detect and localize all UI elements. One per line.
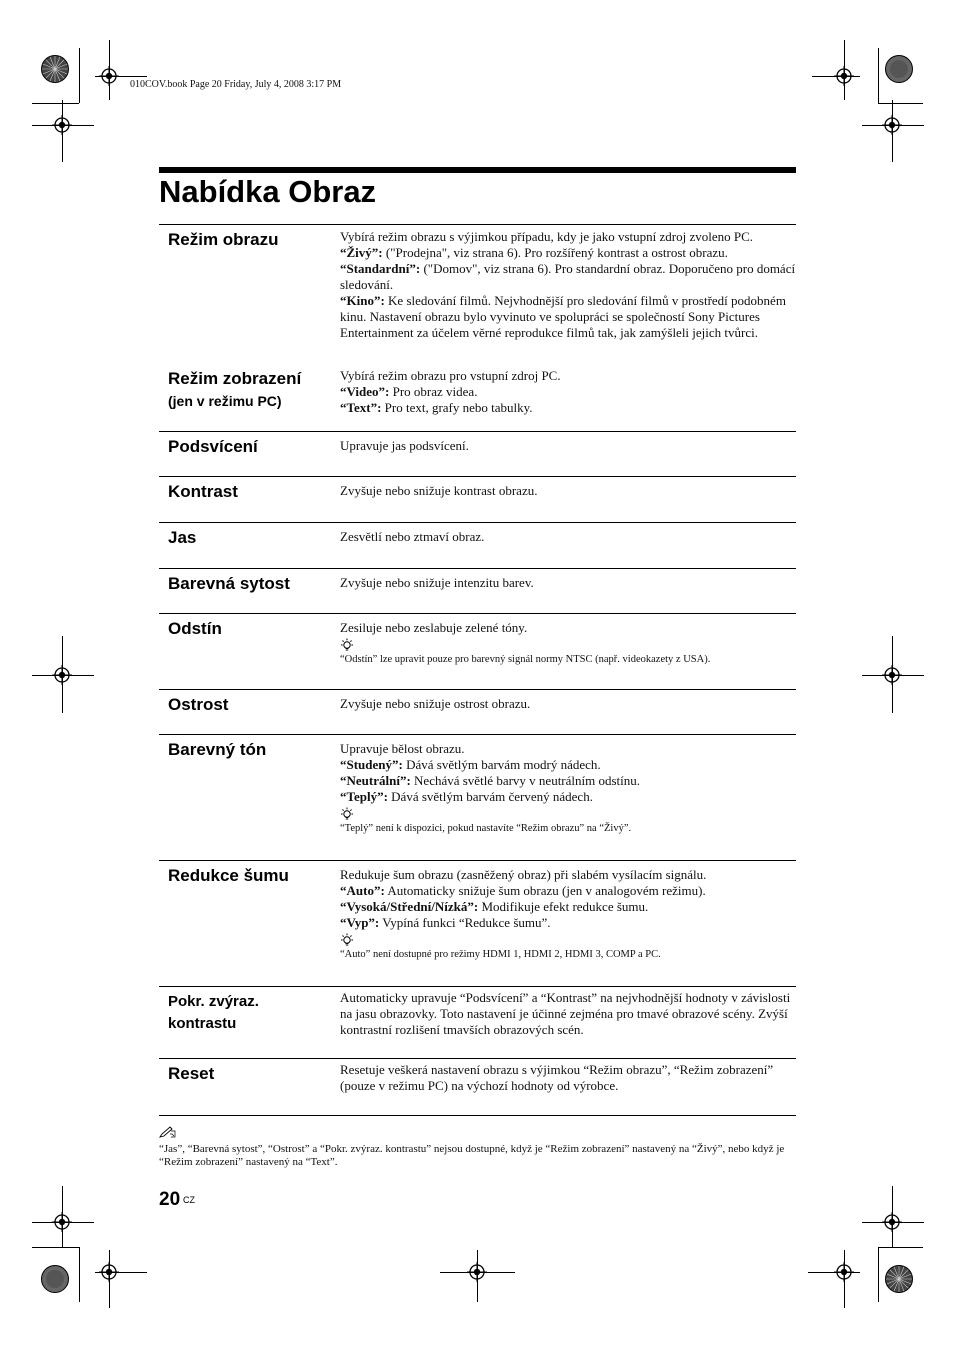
option-line xyxy=(340,245,796,261)
crosshair-registration-icon xyxy=(99,66,119,86)
gray-target-icon xyxy=(884,54,914,84)
crosshair-registration-icon xyxy=(467,1262,487,1282)
setting-label xyxy=(168,368,333,412)
option-key: “Auto”: xyxy=(340,883,385,898)
table-row xyxy=(159,476,796,522)
option-key: “Vyp”: xyxy=(340,915,380,930)
table-row xyxy=(159,734,796,860)
table-row xyxy=(159,986,796,1058)
setting-description xyxy=(340,368,796,416)
option-text: ("Domov", viz strana 6). Pro standardní obraz. Doporučeno pro domácí sledování. xyxy=(340,261,796,292)
option-key: “Kino”: xyxy=(340,293,385,308)
crosshair-registration-icon xyxy=(882,1212,902,1232)
option-text: Automaticky snižuje šum obrazu (jen v analogovém režimu). xyxy=(384,883,706,898)
setting-description: Zvyšuje nebo snižuje intenzitu barev. xyxy=(340,575,534,590)
table-row xyxy=(159,364,796,431)
crop-mark xyxy=(32,1247,79,1248)
option-line xyxy=(340,261,796,293)
option-key: “Studený”: xyxy=(340,757,403,772)
setting-sublabel: (jen v režimu PC) xyxy=(168,393,282,409)
option-text: Ke sledování filmů. Nejvhodnější pro sledování filmů v prostředí podobném kinu. Nastavení obrazu bylo vyvinuto ve spolupráci se společností Sony Pictures Entertainment za účelem věrné reprodukce filmů tak, jak zamýšleli jejich tvůrci. xyxy=(340,293,786,340)
option-line xyxy=(340,915,796,931)
setting-description: Zesvětlí nebo ztmaví obraz. xyxy=(340,529,485,544)
option-key: “Živý”: xyxy=(340,245,383,260)
setting-description: Zvyšuje nebo snižuje kontrast obrazu. xyxy=(340,483,538,498)
tip-note: “Odstín” lze upravit pouze pro barevný signál normy NTSC (např. videokazety z USA). xyxy=(340,654,711,665)
setting-label-line: Pokr. zvýraz. xyxy=(168,993,259,1010)
description-text: Zesiluje nebo zeslabuje zelené tóny. xyxy=(340,620,528,635)
option-line xyxy=(340,899,796,915)
lightbulb-tip-icon xyxy=(340,933,354,947)
option-text: Dává světlým barvám modrý nádech. xyxy=(402,757,601,772)
setting-description: Resetuje veškerá nastavení obrazu s výjimkou “Režim obrazu”, “Režim zobrazení” (pouze v režimu PC) na výchozí hodnoty od výrobce. xyxy=(340,1062,774,1093)
gray-target-icon xyxy=(40,1264,70,1294)
crop-mark xyxy=(32,103,79,104)
crosshair-registration-icon xyxy=(99,1262,119,1282)
settings-table xyxy=(159,224,796,1115)
option-key: “Teplý”: xyxy=(340,789,388,804)
option-line xyxy=(340,384,796,400)
option-line xyxy=(340,883,796,899)
star-target-icon xyxy=(884,1264,914,1294)
table-row xyxy=(159,568,796,613)
option-text: Vypíná funkci “Redukce šumu”. xyxy=(379,915,551,930)
option-key: “Vysoká/Střední/Nízká”: xyxy=(340,899,479,914)
crop-mark xyxy=(878,1247,923,1248)
crosshair-registration-icon xyxy=(834,66,854,86)
setting-label: Barevný tón xyxy=(168,740,267,759)
crosshair-registration-icon xyxy=(834,1262,854,1282)
option-key: “Text”: xyxy=(340,400,382,415)
setting-label-text: Režim zobrazení xyxy=(168,369,302,388)
table-row xyxy=(159,431,796,476)
setting-label: Podsvícení xyxy=(168,437,258,456)
setting-description xyxy=(340,229,796,341)
option-text: Nechává světlé barvy v neutrálním odstínu. xyxy=(410,773,641,788)
option-text: Pro obraz videa. xyxy=(389,384,478,399)
setting-description xyxy=(340,741,796,836)
table-row xyxy=(159,689,796,734)
option-text: Modifikuje efekt redukce šumu. xyxy=(478,899,649,914)
setting-description: Automaticky upravuje “Podsvícení” a “Kontrast” na nejvhodnější hodnoty v závislosti na jasu obrazovky. Toto nastavení je účinné zejména pro tmavé obrazové scény. Zvýší kontrastní rozlišení tmavších obrazových scén. xyxy=(340,990,791,1037)
setting-label xyxy=(168,991,333,1035)
crop-mark xyxy=(878,48,879,103)
tip-note: “Auto” není dostupné pro režimy HDMI 1, HDMI 2, HDMI 3, COMP a PC. xyxy=(340,949,661,960)
crop-mark xyxy=(878,103,923,104)
setting-label: Redukce šumu xyxy=(168,866,289,885)
crop-mark xyxy=(878,1247,879,1302)
description-text: Vybírá režim obrazu s výjimkou případu, kdy je jako vstupní zdroj zvoleno PC. xyxy=(340,229,754,244)
setting-description xyxy=(340,620,796,667)
option-line xyxy=(340,400,796,416)
lightbulb-tip-icon xyxy=(340,638,354,652)
print-header-stamp: 010COV.book Page 20 Friday, July 4, 2008 3:17 PM xyxy=(130,79,342,90)
footnote xyxy=(159,1126,796,1170)
page-number: 20 xyxy=(159,1189,181,1210)
setting-description: Upravuje jas podsvícení. xyxy=(340,438,469,453)
crosshair-registration-icon xyxy=(882,115,902,135)
table-bottom-rule xyxy=(159,1115,796,1116)
crop-mark xyxy=(79,48,80,103)
option-line xyxy=(340,757,796,773)
crosshair-registration-icon xyxy=(52,1212,72,1232)
tip-note: “Teplý” není k dispozici, pokud nastavíte “Režim obrazu” na “Živý”. xyxy=(340,823,632,834)
table-row xyxy=(159,224,796,364)
crop-mark xyxy=(79,1247,80,1302)
option-line xyxy=(340,789,796,805)
description-text: Upravuje bělost obrazu. xyxy=(340,741,465,756)
table-row xyxy=(159,1058,796,1115)
description-text: Redukuje šum obrazu (zasněžený obraz) při slabém vysílacím signálu. xyxy=(340,867,707,882)
option-line xyxy=(340,773,796,789)
table-row xyxy=(159,613,796,689)
setting-label: Kontrast xyxy=(168,482,238,501)
page-title: Nabídka Obraz xyxy=(159,174,377,209)
crosshair-registration-icon xyxy=(52,115,72,135)
setting-description xyxy=(340,867,796,962)
setting-label-line: kontrastu xyxy=(168,1015,237,1032)
setting-label: Reset xyxy=(168,1064,215,1083)
table-row xyxy=(159,522,796,568)
option-key: “Neutrální”: xyxy=(340,773,411,788)
title-rule xyxy=(159,167,796,173)
setting-label: Jas xyxy=(168,528,197,547)
setting-label: Barevná sytost xyxy=(168,574,290,593)
crosshair-registration-icon xyxy=(52,665,72,685)
table-row xyxy=(159,860,796,986)
option-key: “Video”: xyxy=(340,384,390,399)
footnote-text: “Jas”, “Barevná sytost”, “Ostrost” a “Pokr. zvýraz. kontrastu” nejsou dostupné, když je “Režim zobrazení” nastavený na “Živý”, nebo když je “Režim zobrazení” nastavený na “Text”. xyxy=(159,1142,785,1168)
option-line xyxy=(340,293,796,341)
option-text: Dává světlým barvám červený nádech. xyxy=(387,789,593,804)
setting-label: Odstín xyxy=(168,619,222,638)
star-target-icon xyxy=(40,54,70,84)
pencil-note-icon xyxy=(159,1126,177,1138)
setting-label: Ostrost xyxy=(168,695,229,714)
option-text: ("Prodejna", viz strana 6). Pro rozšířený kontrast a ostrost obrazu. xyxy=(382,245,728,260)
lightbulb-tip-icon xyxy=(340,807,354,821)
setting-description: Zvyšuje nebo snižuje ostrost obrazu. xyxy=(340,696,531,711)
setting-label: Režim obrazu xyxy=(168,230,279,249)
description-text: Vybírá režim obrazu pro vstupní zdroj PC. xyxy=(340,368,561,383)
crosshair-registration-icon xyxy=(882,665,902,685)
page-language-code: CZ xyxy=(183,1195,195,1205)
option-text: Pro text, grafy nebo tabulky. xyxy=(381,400,533,415)
option-key: “Standardní”: xyxy=(340,261,421,276)
